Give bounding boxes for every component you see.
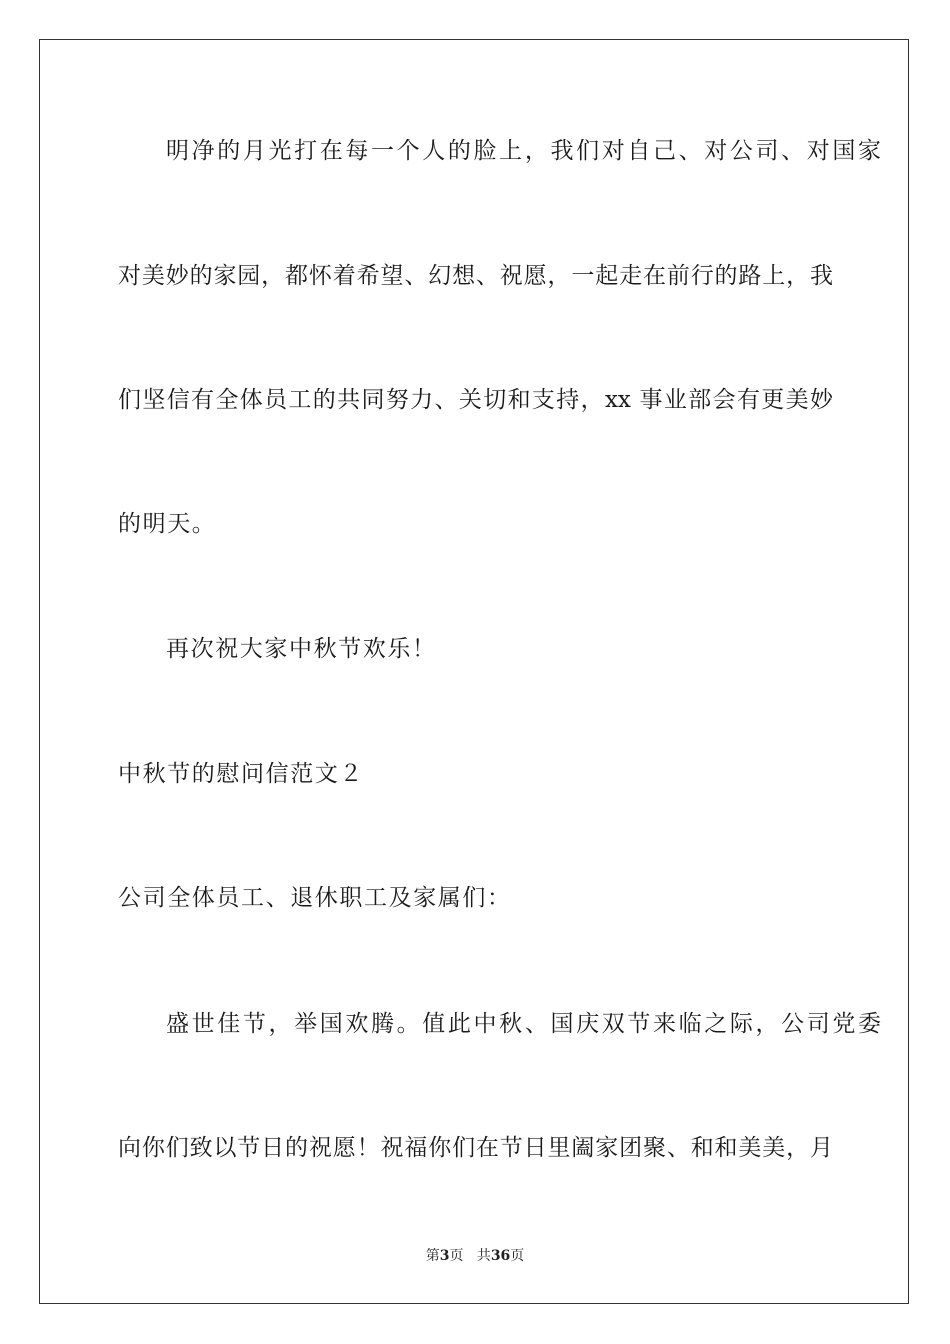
paragraph-line-2: 对美妙的家园，都怀着希望、幻想、祝愿，一起走在前行的路上，我 (118, 263, 833, 289)
section-heading: 中秋节的慰问信范文２ (118, 761, 364, 787)
total-suffix: 页 (510, 1248, 525, 1264)
total-pages: 36 (490, 1248, 511, 1264)
page-suffix: 页 (449, 1248, 464, 1264)
page-number: 3 (439, 1248, 450, 1264)
total-prefix: 共 (476, 1248, 491, 1264)
paragraph-line-3: 们坚信有全体员工的共同努力、关切和支持，xx 事业部会有更美妙 (118, 387, 833, 413)
salutation-line: 公司全体员工、退休职工及家属们： (118, 885, 512, 911)
paragraph-line-5: 盛世佳节，举国欢腾。值此中秋、国庆双节来临之际，公司党委 (166, 1011, 881, 1037)
page-frame (39, 39, 909, 1304)
page-prefix: 第 (425, 1248, 440, 1264)
greeting-line: 再次祝大家中秋节欢乐！ (166, 636, 437, 662)
page-footer (0, 1245, 950, 1265)
paragraph-line-6: 向你们致以节日的祝愿！祝福你们在节日里阖家团聚、和和美美，月 (118, 1135, 833, 1161)
paragraph-line-4: 的明天。 (118, 511, 217, 537)
paragraph-line-1: 明净的月光打在每一个人的脸上，我们对自己、对公司、对国家 (166, 138, 881, 164)
